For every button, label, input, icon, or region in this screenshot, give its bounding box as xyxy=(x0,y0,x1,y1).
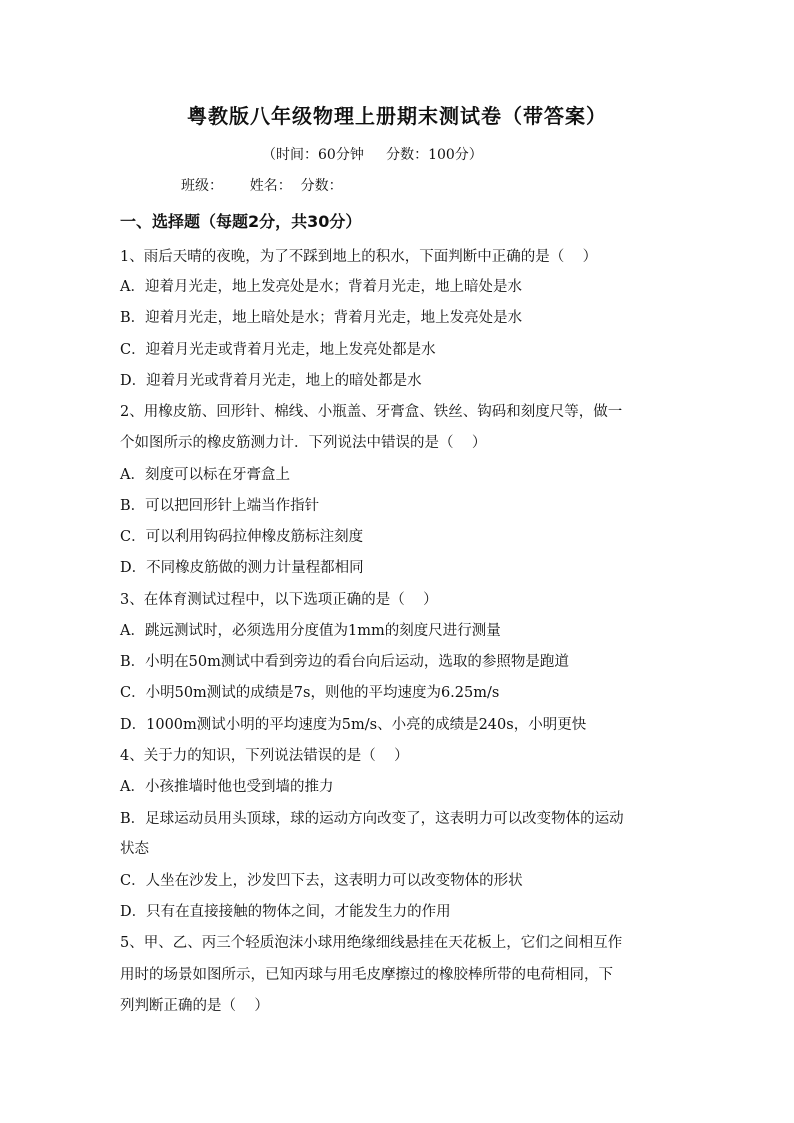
text-line: B．小明在50m测试中看到旁边的看台向后运动，选取的参照物是跑道 xyxy=(120,654,569,670)
text-line: C．可以利用钩码拉伸橡皮筋标注刻度 xyxy=(120,529,364,545)
section-heading: 一、选择题（每题2分，共30分） xyxy=(120,212,362,231)
text-line: A．迎着月光走，地上发亮处是水；背着月光走，地上暗处是水 xyxy=(120,279,522,295)
text-line: 5、甲、乙、丙三个轻质泡沫小球用绝缘细线悬挂在天花板上，它们之间相互作 xyxy=(120,935,623,951)
text-line: 1、雨后天晴的夜晚，为了不踩到地上的积水，下面判断中正确的是（ ） xyxy=(120,249,598,265)
text-line: 个如图所示的橡皮筋测力计．下列说法中错误的是（ ） xyxy=(120,435,487,451)
text-line: B．足球运动员用头顶球，球的运动方向改变了，这表明力可以改变物体的运动 xyxy=(120,811,624,827)
student-info-line: 班级： 姓名： 分数： xyxy=(181,178,343,194)
exam-time-score: （时间：60分钟 分数：100分） xyxy=(262,147,483,163)
text-line: A．刻度可以标在牙膏盒上 xyxy=(120,467,290,483)
text-line: 3、在体育测试过程中，以下选项正确的是（ ） xyxy=(120,592,438,608)
text-line: C．小明50m测试的成绩是7s，则他的平均速度为6.25m/s xyxy=(120,685,500,701)
text-line: A．小孩推墙时他也受到墙的推力 xyxy=(120,779,334,795)
text-line: D．只有在直接接触的物体之间，才能发生力的作用 xyxy=(120,904,451,920)
text-line: A．跳远测试时，必须选用分度值为1mm的刻度尺进行测量 xyxy=(120,623,501,639)
page-title: 粤教版八年级物理上册期末测试卷（带答案） xyxy=(187,104,607,128)
text-line: 4、关于力的知识，下列说法错误的是（ ） xyxy=(120,748,409,764)
text-line: D．1000m测试小明的平均速度为5m/s、小亮的成绩是240s，小明更快 xyxy=(120,717,587,733)
text-line: C．人坐在沙发上，沙发凹下去，这表明力可以改变物体的形状 xyxy=(120,873,523,889)
text-line: D．不同橡皮筋做的测力计量程都相同 xyxy=(120,560,364,576)
text-line: C．迎着月光走或背着月光走，地上发亮处都是水 xyxy=(120,342,436,358)
text-line: B．可以把回形针上端当作指针 xyxy=(120,498,320,514)
text-line: 2、用橡皮筋、回形针、棉线、小瓶盖、牙膏盒、铁丝、钩码和刻度尺等，做一 xyxy=(120,404,623,420)
text-line: 用时的场景如图所示，已知丙球与用毛皮摩擦过的橡胶棒所带的电荷相同，下 xyxy=(120,967,613,983)
text-line: 状态 xyxy=(120,841,149,857)
text-line: 列判断正确的是（ ） xyxy=(120,998,269,1014)
text-line: B．迎着月光走，地上暗处是水；背着月光走，地上发亮处是水 xyxy=(120,310,523,326)
text-line: D．迎着月光或背着月光走，地上的暗处都是水 xyxy=(120,373,422,389)
